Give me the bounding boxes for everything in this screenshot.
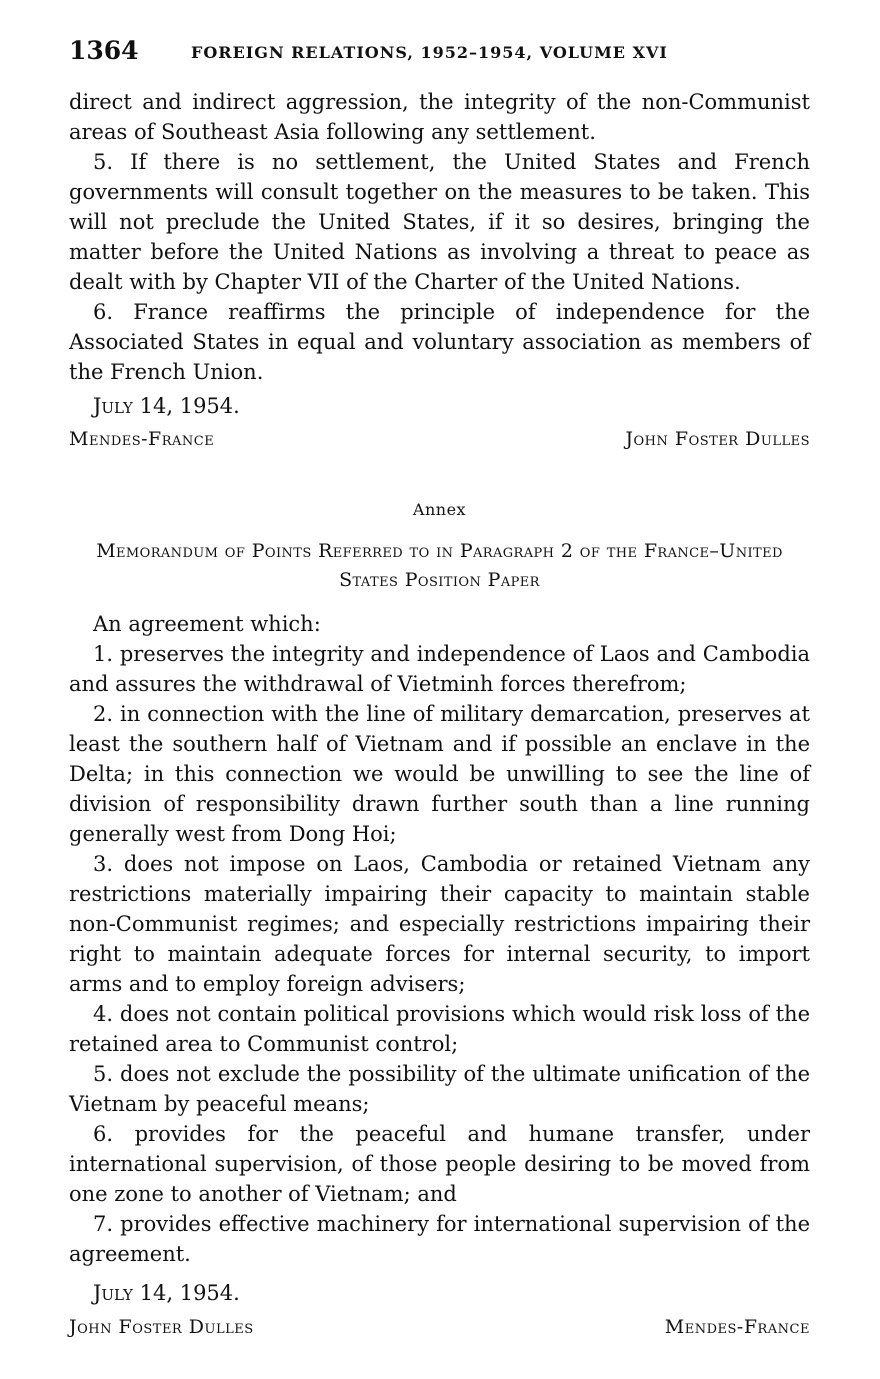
continuation-paragraph: direct and indirect aggression, the integrity of the non-Communist areas of Southeast Asia following any settlement.	[69, 90, 810, 144]
paragraph-5: 5. If there is no settlement, the United States and French governments will consult together on the measures to be taken. This will not preclude the United States, if it so desires, bringing the matter before the United Nations as involving a threat to peace as dealt with by Chapter VII of the Charter of the United Nations.	[69, 150, 810, 294]
annex-signature-left: John Foster Dulles	[69, 1316, 254, 1338]
annex-intro: An agreement which:	[93, 612, 321, 636]
annex-signature-right: Mendes-France	[664, 1316, 810, 1338]
annex-date-text: July 14, 1954.	[93, 1281, 240, 1305]
paragraph-6: 6. France reaffirms the principle of independence for the Associated States in equal and voluntary association as members of the French Union.	[69, 300, 810, 384]
annex-item: 2. in connection with the line of military demarcation, preserves at least the southern half of Vietnam and if possible an enclave in the Delta; in this connection we would be unwilling to see the line of division of responsibility drawn further south than a line running generally west from Dong Hoi;	[69, 702, 810, 846]
date-line	[93, 391, 240, 421]
body-text-top	[69, 87, 810, 387]
page-header	[69, 36, 810, 66]
annex-label: Annex	[412, 500, 467, 519]
annex-item: 3. does not impose on Laos, Cambodia or retained Vietnam any restrictions materially impairing their capacity to maintain stable non-Communist regimes; and especially restrictions impairing their right to maintain adequate forces for internal security, to import arms and to employ foreign advisers;	[69, 852, 810, 996]
annex-item: 4. does not contain political provisions which would risk loss of the retained area to Communist control;	[69, 1002, 810, 1056]
annex-item: 7. provides effective machinery for international supervision of the agreement.	[69, 1212, 810, 1266]
annex-item: 5. does not exclude the possibility of the ultimate unification of the Vietnam by peaceful means;	[69, 1062, 810, 1116]
date-text: July 14, 1954.	[93, 394, 240, 418]
annex-item: 1. preserves the integrity and independence of Laos and Cambodia and assures the withdrawal of Vietminh forces therefrom;	[69, 642, 810, 696]
running-title: FOREIGN RELATIONS, 1952–1954, VOLUME XVI	[191, 43, 668, 62]
memo-title: Memorandum of Points Referred to in Paragraph 2 of the France–United States Position Paper	[96, 540, 783, 591]
page-number: 1364	[69, 36, 139, 65]
annex-body	[69, 609, 810, 1269]
signature-row	[69, 424, 810, 454]
annex-item: 6. provides for the peaceful and humane transfer, under international supervision, of those people desiring to be moved from one zone to another of Vietnam; and	[69, 1122, 810, 1206]
annex-date-line	[93, 1278, 240, 1308]
annex-signature-row	[69, 1312, 810, 1342]
signature-left: Mendes-France	[69, 428, 215, 450]
signature-right: John Foster Dulles	[625, 428, 810, 450]
